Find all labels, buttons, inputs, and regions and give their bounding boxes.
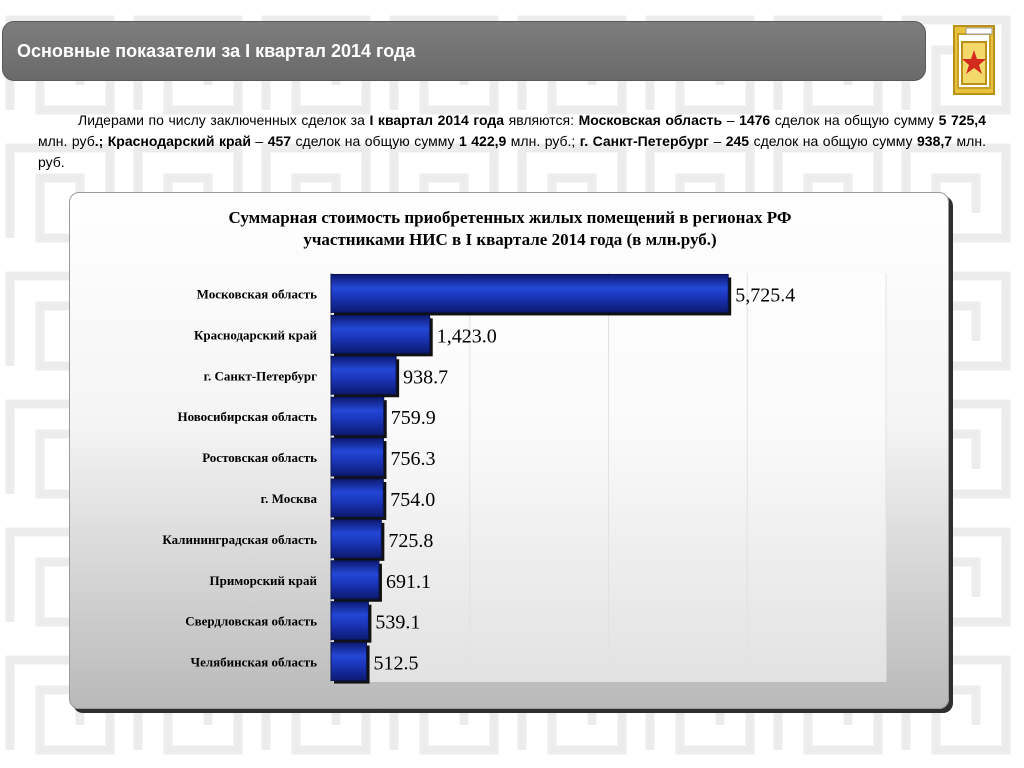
page-title: Основные показатели за I квартал 2014 года: [17, 41, 416, 61]
value-label: 539.1: [375, 611, 421, 634]
category-label: Челябинская область: [190, 654, 317, 670]
value-label: 512.5: [373, 652, 419, 675]
value-label: 756.3: [390, 448, 436, 471]
bar: [331, 643, 367, 681]
category-label: Свердловская область: [185, 613, 317, 629]
category-label: Краснодарский край: [193, 327, 317, 343]
value-label: 938.7: [403, 366, 449, 389]
header-bar: [2, 21, 926, 81]
category-label: г. Санкт-Петербург: [203, 368, 317, 384]
bar-chart: [70, 193, 950, 710]
value-label: 754.0: [390, 488, 436, 511]
value-label: 5,725.4: [735, 284, 796, 307]
value-label: 1,423.0: [436, 325, 497, 348]
bar: [331, 602, 368, 640]
emblem-logo: [950, 20, 1000, 100]
chart-title-line-1: Суммарная стоимость приобретенных жилых помещений в регионах РФ: [228, 208, 792, 227]
bar: [331, 356, 396, 394]
value-label: 725.8: [388, 529, 434, 552]
value-label: 759.9: [390, 407, 436, 430]
summary-paragraph: Лидерами по числу заключенных сделок за I квартал 2014 года являются: Московская область – 1476 сделок на общую сумму 5 725,4 млн. руб.; Краснодарский край – 457 сделок на общую сумму 1 422,9 млн. руб.; г. Санкт-Петербург – 245 сделок на общую сумму 938,7 млн. руб.: [38, 112, 986, 170]
chart-panel: [69, 192, 949, 709]
bar: [331, 438, 383, 476]
category-label: Ростовская область: [202, 450, 317, 466]
bar: [331, 315, 430, 353]
category-label: Московская область: [196, 286, 317, 302]
bar: [331, 274, 728, 312]
bar: [331, 520, 381, 558]
category-label: Новосибирская область: [177, 409, 317, 425]
category-label: г. Москва: [260, 490, 317, 506]
value-label: 691.1: [385, 570, 431, 593]
bar: [331, 479, 383, 517]
category-label: Приморский край: [209, 572, 317, 588]
bar: [331, 397, 384, 435]
category-label: Калининградская область: [162, 531, 317, 547]
bar: [331, 561, 379, 599]
chart-title-line-2: участниками НИС в I квартале 2014 года (в млн.руб.): [303, 230, 717, 249]
